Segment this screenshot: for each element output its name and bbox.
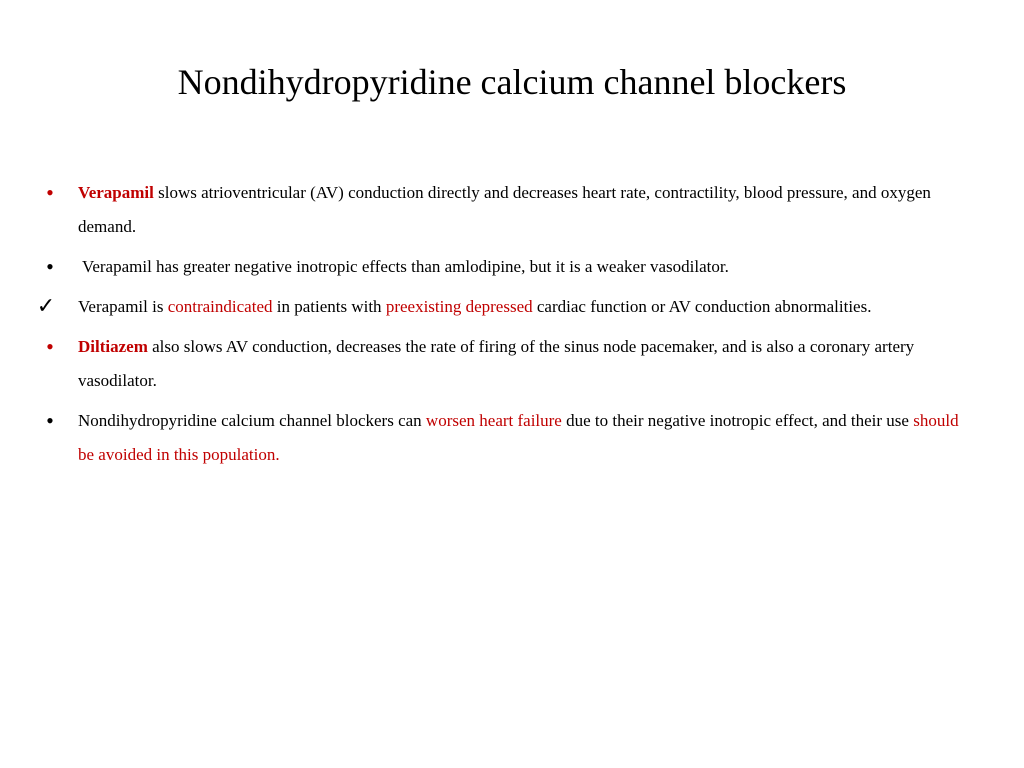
red-bullet-icon: •	[46, 334, 54, 359]
black-bullet-icon: •	[46, 408, 54, 433]
bullet-text: Verapamil is	[78, 297, 168, 316]
red-bullet-icon: •	[46, 180, 54, 205]
highlight-worsen-heart-failure: worsen heart failure	[425, 411, 562, 430]
black-bullet-icon: •	[46, 254, 54, 279]
bullet-text: Nondihydropyridine calcium channel blockers can	[78, 411, 426, 430]
bullet-text: cardiac function or AV conduction abnormalities.	[532, 297, 872, 316]
bullet-text: in patients with	[272, 297, 386, 316]
bullet-text: due to their negative inotropic effect, and their use	[561, 411, 914, 430]
bullet-text: slows atrioventricular (AV) conduction directly and decreases heart rate, contractility, blood pressure, and oxygen demand.	[78, 183, 931, 236]
bullet-verapamil-av	[46, 176, 978, 244]
drug-name-diltiazem: Diltiazem	[78, 337, 148, 356]
bullet-text: also slows AV conduction, decreases the rate of firing of the sinus node pacemaker, and is also a coronary artery vasodilator.	[78, 337, 915, 390]
bullet-diltiazem	[46, 330, 978, 398]
slide-title: Nondihydropyridine calcium channel blockers	[177, 62, 847, 102]
drug-name-verapamil: Verapamil	[78, 183, 154, 202]
checkmark-icon: ✓	[36, 294, 56, 319]
bullet-verapamil-inotropic	[46, 250, 978, 284]
bullet-text: Verapamil has greater negative inotropic effects than amlodipine, but it is a weaker vasodilator.	[78, 257, 729, 276]
bullet-verapamil-contraindicated	[36, 290, 978, 324]
highlight-should-be-avoided: should be avoided in this population.	[78, 411, 959, 464]
bullet-list	[36, 176, 978, 478]
highlight-contraindicated: contraindicated	[167, 297, 273, 316]
bullet-heart-failure	[46, 404, 978, 472]
highlight-preexisting-depressed: preexisting depressed	[385, 297, 533, 316]
